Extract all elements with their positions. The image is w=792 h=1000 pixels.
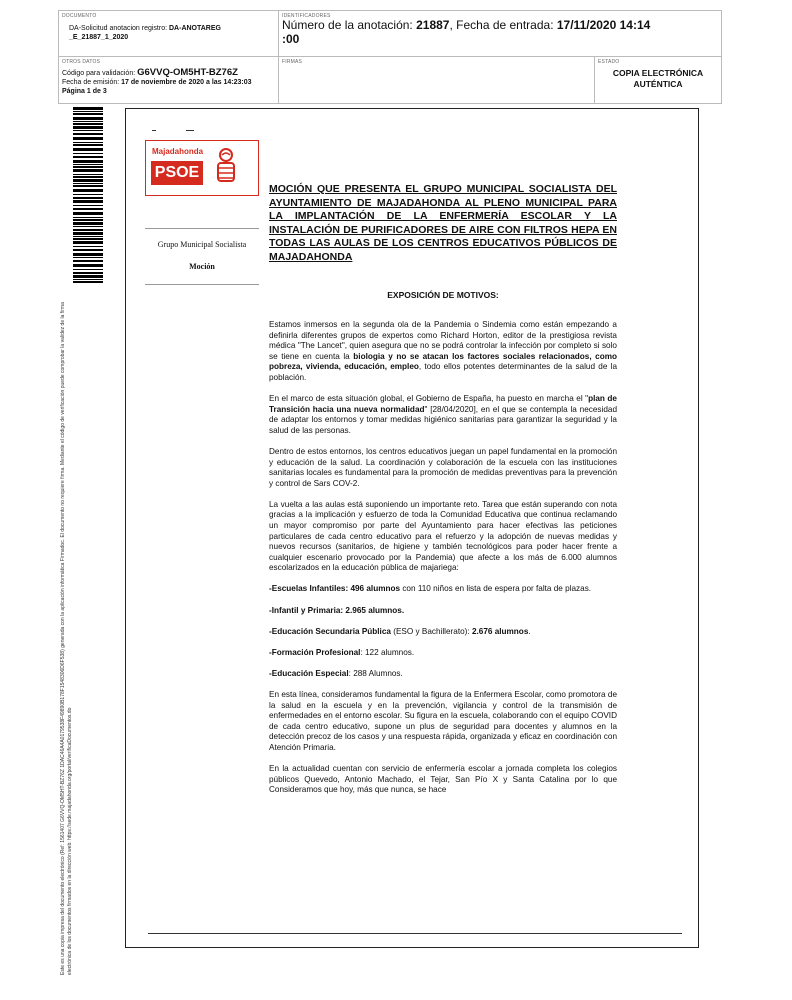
l3-bold-2: 2.676 alumnos — [471, 626, 529, 636]
anotacion-pre: Número de la anotación: — [282, 18, 417, 32]
psoe-majadahonda-logo — [145, 140, 259, 196]
p2-bold: plan de Transición hacia una nueva normalidad — [269, 394, 617, 414]
logo-psoe-word: PSOE — [151, 161, 203, 185]
anotacion-mid: , Fecha de entrada: — [449, 18, 557, 32]
estado-cell — [595, 57, 721, 103]
l4-bold: -Formación Profesional — [269, 647, 361, 657]
sidebar-rule-top — [145, 228, 259, 229]
mocion-title: MOCIÓN QUE PRESENTA EL GRUPO MUNICIPAL SOCIALISTA DEL AYUNTAMIENTO DE MAJADAHONDA AL PLENO MUNICIPAL PARA LA IMPLANTACIÓN DE LA ENFERMERÍA ESCOLAR Y LA INSTALACIÓN DE PURIFICADORES DE AIRE CON FILTROS HEPA EN TODAS LAS AULAS DE LOS CENTROS EDUCATIVOS PÚBLICOS DE MAJADAHONDA — [269, 183, 617, 263]
emision-pre: Fecha de emisión: — [62, 79, 122, 86]
l1-bold: -Escuelas Infantiles: 496 alumnos — [269, 584, 401, 594]
documento-text — [69, 24, 221, 42]
p2-text-a: En el marco de esta situación global, el Gobierno de España, ha puesto en marcha el " — [269, 394, 589, 404]
verification-side-note: Este es una copia impresa del documento electrónico (Ref: 1561407 G6VVQ-OM5HT-BZ76Z 1DAC46A4A0179538F49890B178F1548306D6F538) generada con la aplicación informática Firmadoc. El documento no requiere firma. Mediante el código de verificación puede comprobar la validez de la firma electrónica de los documentos firmados en la dirección web: https://sede.majadahonda.org/portal/verificaDocumentos.do — [60, 302, 73, 975]
grupo-municipal-label: Grupo Municipal Socialista — [157, 240, 247, 249]
logo-majadahonda-word: Majadahonda — [152, 147, 204, 156]
anotacion-text — [282, 18, 650, 46]
paragraph-2 — [269, 394, 617, 436]
list-item-escuelas — [269, 584, 617, 595]
mocion-label: Moción — [189, 262, 215, 271]
l4-rest: : 122 alumnos. — [360, 647, 415, 657]
l5-bold: -Educación Especial — [269, 668, 349, 678]
anotacion-num: 21887 — [416, 18, 450, 32]
firmas-cell — [279, 57, 595, 103]
barcode — [73, 107, 103, 283]
emision-fecha: 17 de noviembre de 2020 a las 14:23:03 — [121, 79, 252, 86]
pagina: Página 1 de 3 — [62, 88, 107, 95]
paragraph-4: La vuelta a las aulas está suponiendo un importante reto. Tarea que están superando con nota gracias a la implicación y esfuerzo de toda la Comunidad Educativa que continua reclamando un mayor compromiso por parte del Ayuntamiento para hacer efectivas las peticiones particulares de cada centro educativo para el refuerzo y la adopción de nuevas medidas y nuevos recursos (sanitarios, de higiene y también tecnológicos para poder hacer frente a cualquier escenario provocado por la Pandemia) que afecte a los más de 6.000 alumnos escolarizados en la educación pública de majariega: — [269, 499, 617, 573]
paragraph-5: En esta línea, consideramos fundamental la figura de la Enfermera Escolar, como promotora de la salud en la escuela y en la prevención, vigilancia y control de la transmisión de enfermedades en el entorno escolar. Su figura en la escuela, colaborando con el equipo COVID de cada centro educativo, supone un plus de seguridad para docentes y alumnos en la detección precoz de los casos y una respuesta rápida, organizada y eficaz en coordinación con Atención Primaria. — [269, 689, 617, 752]
estado-2: AUTÉNTICA — [633, 79, 683, 89]
estado-label: ESTADO — [598, 59, 620, 65]
l3-end: . — [528, 626, 531, 636]
estado-1: COPIA ELECTRÓNICA — [612, 68, 704, 78]
documento-text-2: _E_21887_1_2020 — [69, 34, 129, 41]
p1-text-a: Estamos inmersos en la segunda ola de la Pandemia o Sindemia como están empezando a definirla diferentes grupos de expertos como Richard Horton, editor de la prestigiosa revista médica "The Lancet", quien asegura que no se podrá controlar la infección por completo si solo se tiene en cuenta la — [269, 320, 617, 361]
otros-datos-text — [62, 68, 252, 96]
l1-rest: con 110 niños en lista de espera por falta de plazas. — [400, 584, 592, 594]
list-item-fp — [269, 648, 617, 659]
estado-text — [595, 68, 721, 90]
list-item-especial — [269, 669, 617, 680]
l3-bold: -Educación Secundaria Pública — [269, 626, 391, 636]
codigo-pre: Código para validación: — [62, 70, 138, 77]
document-body — [269, 320, 617, 806]
exposicion-heading: EXPOSICIÓN DE MOTIVOS: — [387, 290, 499, 300]
l5-rest: : 288 Alumnos. — [348, 668, 403, 678]
p2-text-c: " [28/04/2020], en el que se contempla la necesidad de adaptar los entornos y tomar medidas higiénico sanitarias para garantizar la seguridad y la salud de las personas. — [269, 404, 617, 435]
paragraph-3: Dentro de estos entornos, los centros educativos juegan un papel fundamental en la promoción y educación de la salud. La coordinación y colaboración de la escuela con las instituciones sanitarias locales es fundamental para la promoción de medidas preventivas para la prevención y control de Sars COV-2. — [269, 446, 617, 488]
sidebar-rule-bottom — [145, 284, 259, 285]
firmas-label: FIRMAS — [282, 59, 303, 65]
otros-datos-cell — [59, 57, 279, 103]
documento-label: DOCUMENTO — [62, 13, 97, 19]
otros-datos-label: OTROS DATOS — [62, 59, 101, 65]
paragraph-1 — [269, 320, 617, 384]
identificadores-cell — [279, 11, 721, 57]
identificadores-label: IDENTIFICADORES — [282, 13, 331, 19]
logo-top-marks — [150, 130, 196, 131]
rose-fist-icon — [212, 147, 240, 187]
anotacion-fecha: 17/11/2020 14:14 — [556, 18, 651, 32]
codigo-validacion: G6VVQ-OM5HT-BZ76Z — [137, 67, 238, 78]
p1-text-c: , todo ellos potentes determinantes de la salud de la población. — [269, 362, 617, 382]
list-item-secundaria — [269, 627, 617, 638]
l3-mid: (ESO y Bachillerato): — [390, 626, 472, 636]
l2-bold: -Infantil y Primaria: 2.965 alumnos. — [269, 605, 405, 615]
frame-bottom-rule — [148, 933, 682, 934]
paragraph-6: En la actualidad cuentan con servicio de enfermería escolar a jornada completa los colegios públicos Quevedo, Antonio Machado, el Tejar, San Pío X y Santa Catalina por lo que Consideramos que hoy, más que nunca, se hace — [269, 764, 617, 795]
anotacion-fecha-2: :00 — [282, 32, 300, 46]
p1-bold: biologia y no se atacan los factores sociales relacionados, como pobreza, vivienda, educación, empleo — [269, 351, 617, 372]
documento-text-1b: DA-ANOTAREG — [169, 25, 221, 32]
list-item-primaria — [269, 606, 617, 617]
documento-cell — [59, 11, 279, 57]
document-header — [58, 10, 722, 104]
documento-text-1: DA-Solicitud anotacion registro: — [69, 25, 169, 32]
